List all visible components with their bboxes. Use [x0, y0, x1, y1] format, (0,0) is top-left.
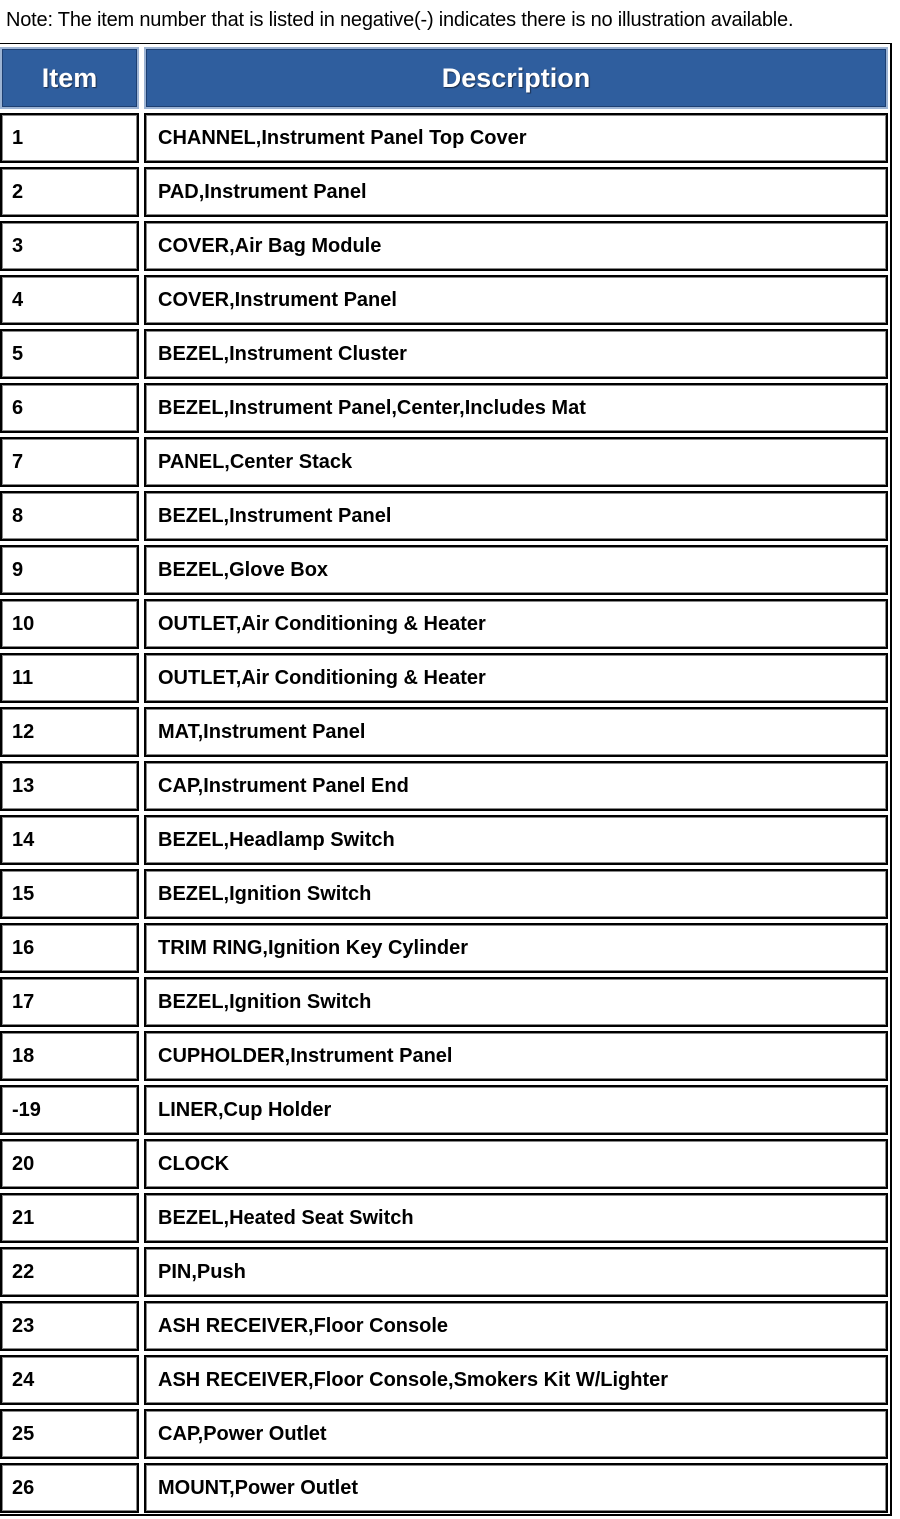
- item-number-cell: 23: [0, 1301, 139, 1351]
- table-row: [0, 1463, 888, 1513]
- item-number-cell: 25: [0, 1409, 139, 1459]
- table-row: [0, 1247, 888, 1297]
- description-cell: PIN,Push: [144, 1247, 888, 1297]
- description-cell: CUPHOLDER,Instrument Panel: [144, 1031, 888, 1081]
- item-number-cell: 7: [0, 437, 139, 487]
- description-cell: CAP,Instrument Panel End: [144, 761, 888, 811]
- table-row: [0, 221, 888, 271]
- item-number-cell: 6: [0, 383, 139, 433]
- table-row: [0, 329, 888, 379]
- table-row: [0, 599, 888, 649]
- description-cell: ASH RECEIVER,Floor Console,Smokers Kit W/Lighter: [144, 1355, 888, 1405]
- description-cell: BEZEL,Ignition Switch: [144, 869, 888, 919]
- illustration-note: Note: The item number that is listed in negative(-) indicates there is no illustration available.: [6, 9, 794, 31]
- item-number-cell: 11: [0, 653, 139, 703]
- table-row: [0, 653, 888, 703]
- item-number-cell: 12: [0, 707, 139, 757]
- item-number-cell: 26: [0, 1463, 139, 1513]
- item-number-cell: 10: [0, 599, 139, 649]
- description-cell: MAT,Instrument Panel: [144, 707, 888, 757]
- table-row: [0, 491, 888, 541]
- description-cell: PAD,Instrument Panel: [144, 167, 888, 217]
- item-number-cell: 3: [0, 221, 139, 271]
- description-cell: CHANNEL,Instrument Panel Top Cover: [144, 113, 888, 163]
- table-body: [0, 109, 888, 1513]
- item-number-cell: 14: [0, 815, 139, 865]
- table-row: [0, 1355, 888, 1405]
- item-number-cell: 18: [0, 1031, 139, 1081]
- description-cell: BEZEL,Ignition Switch: [144, 977, 888, 1027]
- description-cell: LINER,Cup Holder: [144, 1085, 888, 1135]
- description-cell: PANEL,Center Stack: [144, 437, 888, 487]
- description-cell: MOUNT,Power Outlet: [144, 1463, 888, 1513]
- parts-table: [0, 47, 888, 1513]
- item-number-cell: 8: [0, 491, 139, 541]
- description-cell: CAP,Power Outlet: [144, 1409, 888, 1459]
- description-cell: COVER,Instrument Panel: [144, 275, 888, 325]
- table-row: [0, 1301, 888, 1351]
- table-row: [0, 707, 888, 757]
- item-number-cell: 2: [0, 167, 139, 217]
- description-cell: TRIM RING,Ignition Key Cylinder: [144, 923, 888, 973]
- table-row: [0, 383, 888, 433]
- description-cell: ASH RECEIVER,Floor Console: [144, 1301, 888, 1351]
- description-cell: BEZEL,Headlamp Switch: [144, 815, 888, 865]
- table-row: [0, 545, 888, 595]
- description-cell: BEZEL,Instrument Cluster: [144, 329, 888, 379]
- table-row: [0, 761, 888, 811]
- item-number-cell: 15: [0, 869, 139, 919]
- table-row: [0, 1139, 888, 1189]
- table-row: [0, 869, 888, 919]
- table-row: [0, 113, 888, 163]
- table-row: [0, 1409, 888, 1459]
- table-row: [0, 977, 888, 1027]
- item-number-cell: 9: [0, 545, 139, 595]
- item-number-cell: 1: [0, 113, 139, 163]
- item-number-cell: 17: [0, 977, 139, 1027]
- description-column-header: Description: [144, 47, 888, 109]
- table-row: [0, 1031, 888, 1081]
- item-column-header: Item: [0, 47, 139, 109]
- item-number-cell: -19: [0, 1085, 139, 1135]
- table-row: [0, 923, 888, 973]
- table-row: [0, 1085, 888, 1135]
- description-cell: BEZEL,Instrument Panel: [144, 491, 888, 541]
- description-cell: BEZEL,Heated Seat Switch: [144, 1193, 888, 1243]
- table-row: [0, 275, 888, 325]
- description-cell: OUTLET,Air Conditioning & Heater: [144, 653, 888, 703]
- description-cell: COVER,Air Bag Module: [144, 221, 888, 271]
- item-number-cell: 16: [0, 923, 139, 973]
- item-number-cell: 20: [0, 1139, 139, 1189]
- description-cell: BEZEL,Instrument Panel,Center,Includes Mat: [144, 383, 888, 433]
- table-row: [0, 815, 888, 865]
- description-cell: BEZEL,Glove Box: [144, 545, 888, 595]
- item-number-cell: 22: [0, 1247, 139, 1297]
- item-number-cell: 13: [0, 761, 139, 811]
- item-number-cell: 21: [0, 1193, 139, 1243]
- table-header-row: [0, 47, 888, 109]
- table-row: [0, 437, 888, 487]
- table-row: [0, 1193, 888, 1243]
- description-cell: OUTLET,Air Conditioning & Heater: [144, 599, 888, 649]
- item-number-cell: 24: [0, 1355, 139, 1405]
- description-cell: CLOCK: [144, 1139, 888, 1189]
- table-row: [0, 167, 888, 217]
- item-number-cell: 5: [0, 329, 139, 379]
- item-number-cell: 4: [0, 275, 139, 325]
